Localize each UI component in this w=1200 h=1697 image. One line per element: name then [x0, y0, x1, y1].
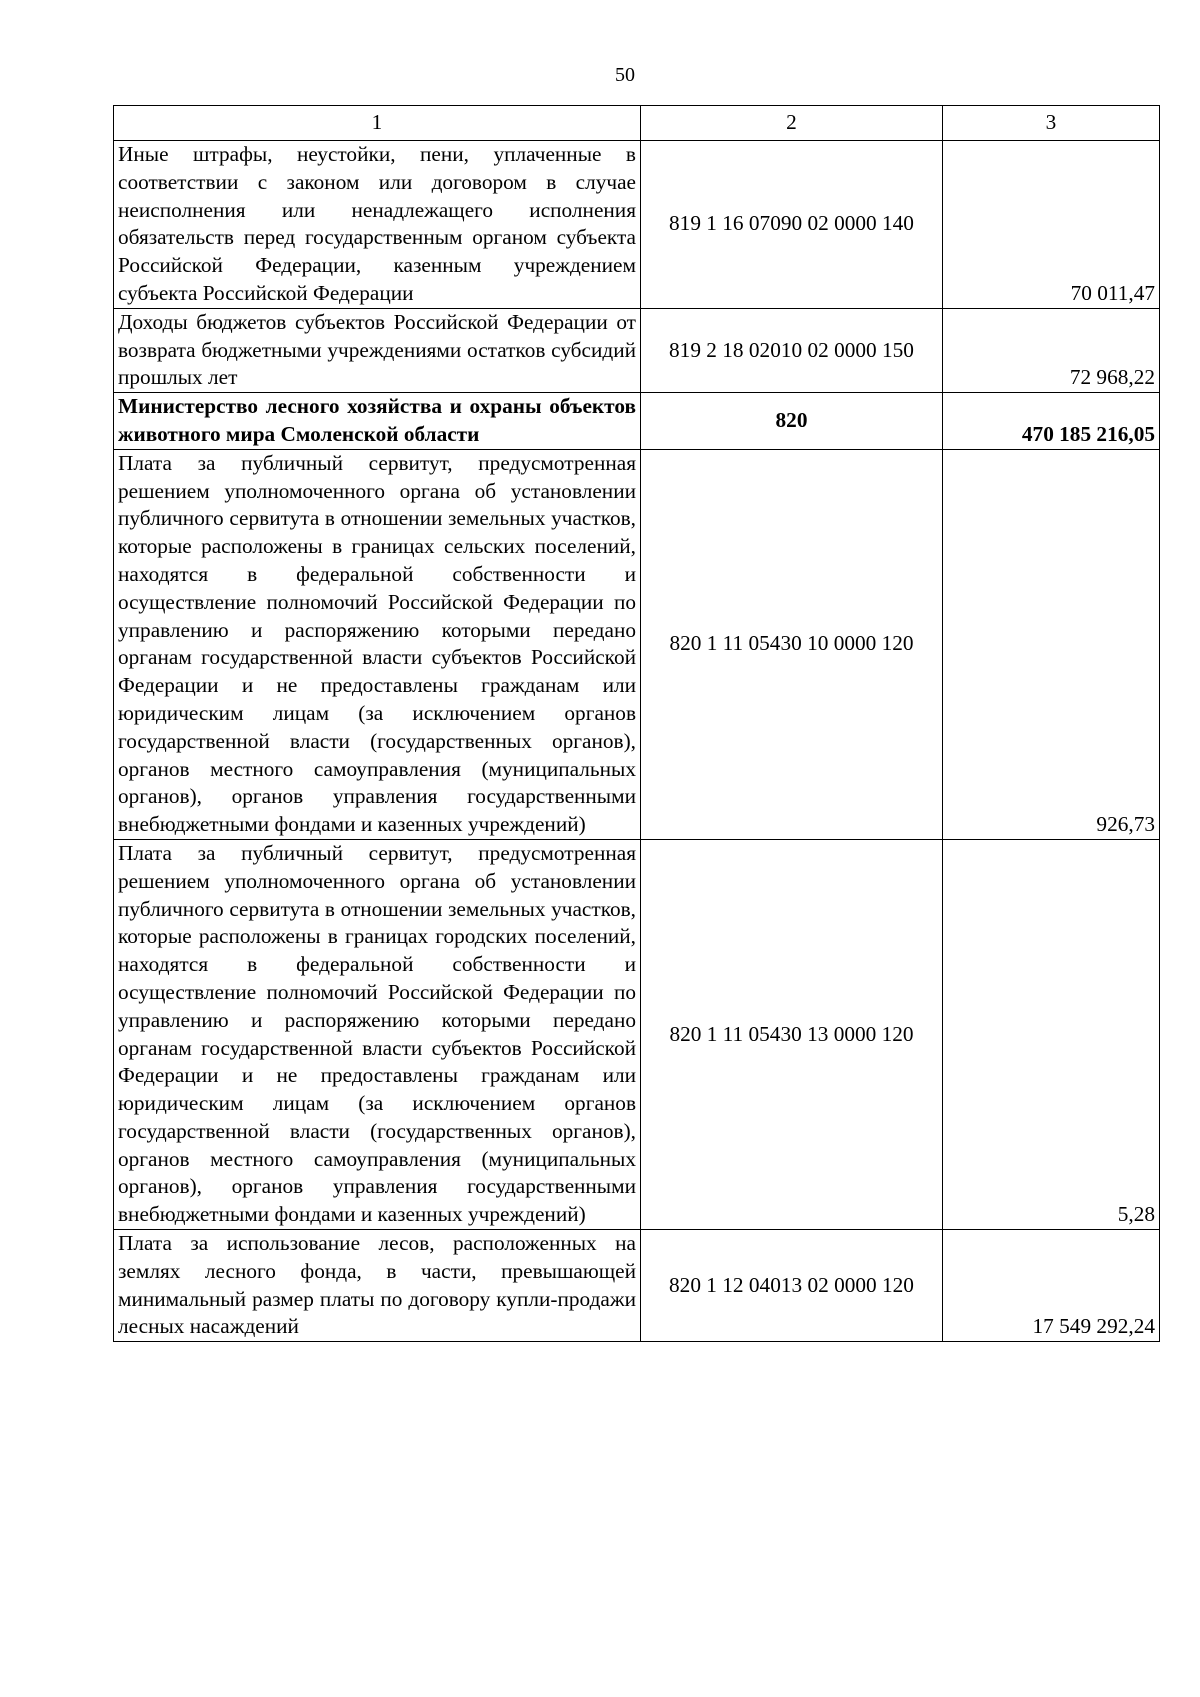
- row-amount: 72 968,22: [943, 308, 1160, 392]
- row-amount: 470 185 216,05: [943, 393, 1160, 450]
- column-header-3: 3: [943, 106, 1160, 141]
- row-description: Доходы бюджетов субъектов Российской Федерации от возврата бюджетными учреждениями остатков субсидий прошлых лет: [114, 308, 641, 392]
- table-row-ministry: [114, 393, 1160, 450]
- row-description: Иные штрафы, неустойки, пени, уплаченные в соответствии с законом или договором в случае неисполнения или ненадлежащего исполнения обязательств перед государственным органом субъекта Российской Федерации, казенным учреждением субъекта Российской Федерации: [114, 141, 641, 309]
- table-row: [114, 141, 1160, 309]
- row-code: 819 1 16 07090 02 0000 140: [641, 141, 943, 309]
- row-code: 820 1 12 04013 02 0000 120: [641, 1230, 943, 1342]
- table-row: [114, 1230, 1160, 1342]
- row-amount: 926,73: [943, 449, 1160, 839]
- column-header-1: 1: [114, 106, 641, 141]
- row-description: Министерство лесного хозяйства и охраны объектов животного мира Смоленской области: [114, 393, 641, 450]
- row-description: Плата за публичный сервитут, предусмотренная решением уполномоченного органа об установлении публичного сервитута в отношении земельных участков, которые расположены в границах городских поселений, находятся в федеральной собственности и осуществление полномочий Российской Федерации по управлению и распоряжению которыми передано органам государственной власти субъектов Российской Федерации и не предоставлены гражданам или юридическим лицам (за исключением органов государственной власти (государственных органов), органов местного самоуправления (муниципальных органов), органов управления государственными внебюджетными фондами и казенных учреждений): [114, 839, 641, 1229]
- table-row: [114, 839, 1160, 1229]
- row-amount: 5,28: [943, 839, 1160, 1229]
- table-row: [114, 449, 1160, 839]
- row-code: 819 2 18 02010 02 0000 150: [641, 308, 943, 392]
- revenue-table: [113, 105, 1160, 1342]
- column-header-2: 2: [641, 106, 943, 141]
- table-row: [114, 308, 1160, 392]
- row-description: Плата за публичный сервитут, предусмотренная решением уполномоченного органа об установлении публичного сервитута в отношении земельных участков, которые расположены в границах сельских поселений, находятся в федеральной собственности и осуществление полномочий Российской Федерации по управлению и распоряжению которыми передано органам государственной власти субъектов Российской Федерации и не предоставлены гражданам или юридическим лицам (за исключением органов государственной власти (государственных органов), органов местного самоуправления (муниципальных органов), органов управления государственными внебюджетными фондами и казенных учреждений): [114, 449, 641, 839]
- row-code: 820 1 11 05430 13 0000 120: [641, 839, 943, 1229]
- row-description: Плата за использование лесов, расположенных на землях лесного фонда, в части, превышающей минимальный размер платы по договору купли-продажи лесных насаждений: [114, 1230, 641, 1342]
- table-header-row: [114, 106, 1160, 141]
- page-number: 50: [615, 64, 635, 86]
- row-code: 820 1 11 05430 10 0000 120: [641, 449, 943, 839]
- row-amount: 70 011,47: [943, 141, 1160, 309]
- row-amount: 17 549 292,24: [943, 1230, 1160, 1342]
- row-code: 820: [641, 393, 943, 450]
